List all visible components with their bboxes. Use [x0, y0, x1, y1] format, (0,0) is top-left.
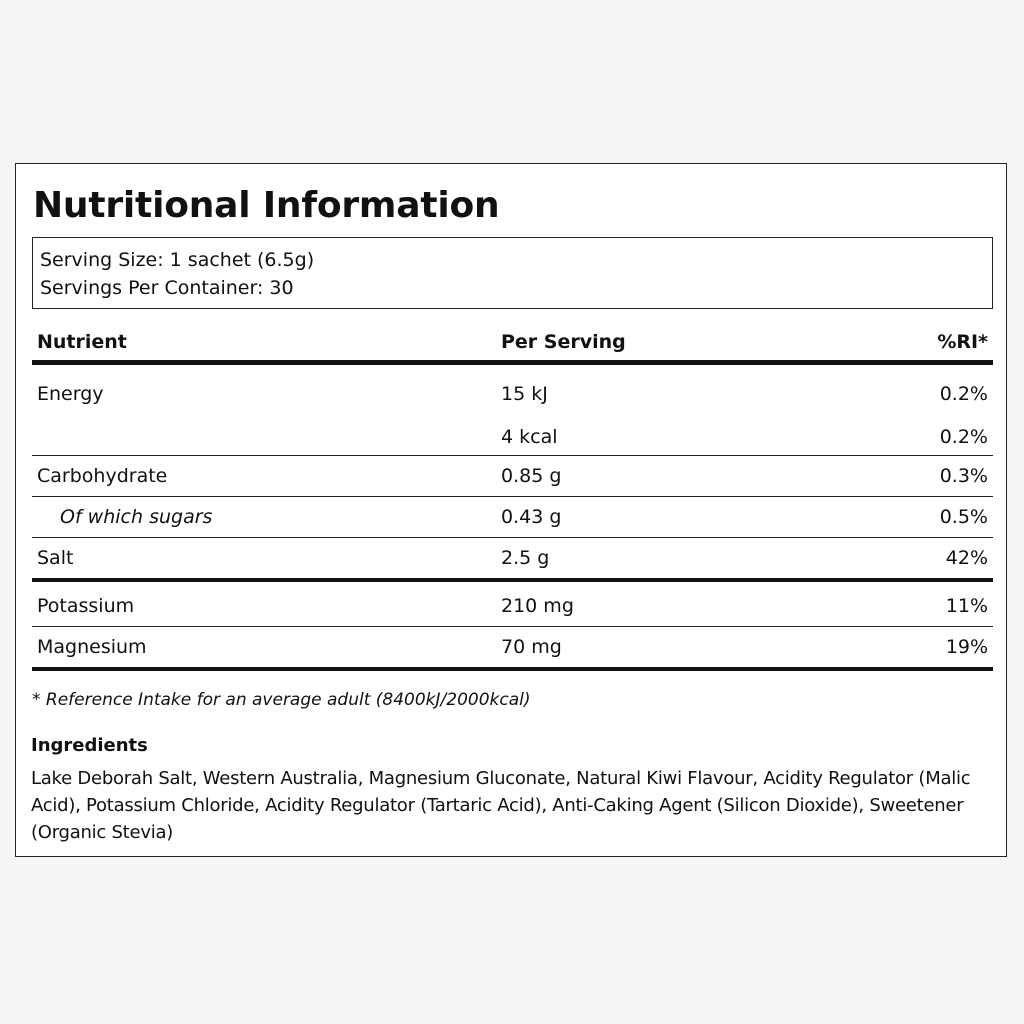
nutrient-name: Magnesium — [32, 627, 496, 670]
ri-value: 19% — [826, 627, 993, 670]
per-serving-value: 210 mg — [496, 586, 826, 627]
ri-value: 0.5% — [826, 497, 993, 538]
nutrient-name: Carbohydrate — [32, 456, 496, 497]
table-row — [32, 497, 993, 538]
header-per-serving: Per Serving — [496, 324, 826, 363]
table-row — [32, 538, 993, 581]
nutrient-name: Salt — [32, 538, 496, 581]
per-serving-value: 15 kJ — [501, 383, 548, 405]
ri-value: 42% — [826, 538, 993, 581]
table-header-row — [32, 324, 993, 363]
nutrition-panel — [15, 163, 1007, 857]
reference-intake-footnote: * Reference Intake for an average adult (8400kJ/2000kcal) — [32, 690, 531, 710]
per-serving-value: 2.5 g — [496, 538, 826, 581]
header-ri: %RI* — [826, 324, 993, 363]
table-row — [32, 363, 993, 420]
nutrient-name — [32, 419, 496, 456]
serving-info-box — [32, 237, 993, 309]
nutrition-table — [32, 324, 993, 671]
ri-value: 0.3% — [826, 456, 993, 497]
ri-value: 11% — [826, 586, 993, 627]
nutrient-name: Energy — [37, 383, 104, 405]
per-serving-value: 70 mg — [496, 627, 826, 670]
per-serving-value: 0.85 g — [496, 456, 826, 497]
table-row — [32, 627, 993, 670]
nutrient-name: Of which sugars — [32, 497, 496, 538]
ingredients-text: Lake Deborah Salt, Western Australia, Magnesium Gluconate, Natural Kiwi Flavour, Acidity Regulator (Malic Acid), Potassium Chloride, Acidity Regulator (Tartaric Acid), Anti-Caking Agent (Silicon Dioxide), Sweetener (Organic Stevia) — [31, 768, 971, 843]
page-title: Nutritional Information — [33, 185, 500, 226]
nutrient-name: Potassium — [32, 586, 496, 627]
ri-value: 0.2% — [939, 383, 988, 405]
per-serving-value: 0.43 g — [496, 497, 826, 538]
per-serving-value: 4 kcal — [496, 419, 826, 456]
ri-value: 0.2% — [826, 419, 993, 456]
table-row — [32, 456, 993, 497]
ingredients-heading: Ingredients — [31, 735, 148, 756]
header-nutrient: Nutrient — [32, 324, 496, 363]
serving-size: Serving Size: 1 sachet (6.5g) — [40, 249, 315, 271]
table-row — [32, 586, 993, 627]
servings-per-container: Servings Per Container: 30 — [40, 277, 294, 299]
table-row — [32, 419, 993, 456]
